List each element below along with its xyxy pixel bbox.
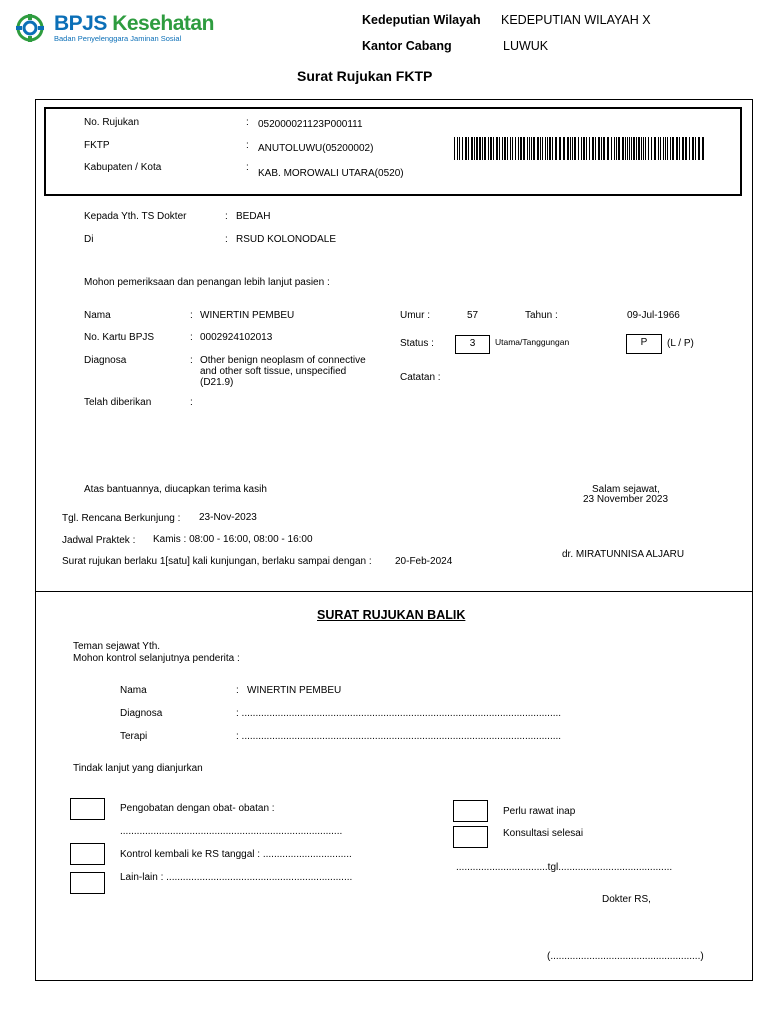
sex-desc: (L / P) (667, 338, 694, 349)
opt-lain-label: Lain-lain : ................................................................... (120, 872, 353, 883)
umur-label: Umur : (400, 310, 430, 321)
status-desc: Utama/Tanggungan (495, 337, 570, 347)
kartu-value: 0002924102013 (200, 332, 273, 343)
diagnosa-value: Other benign neoplasm of connective and other soft tissue, unspecified (D21.9) (200, 355, 366, 388)
balik-diagnosa-dots: : ................................................................................................................... (236, 708, 562, 719)
fktp-value: ANUTOLUWU(05200002) (258, 143, 374, 154)
wilayah-label: Kedeputian Wilayah (362, 13, 481, 27)
tanggal-surat: 23 November 2023 (583, 494, 669, 505)
colon: : (190, 355, 193, 366)
colon: : (190, 332, 193, 343)
opt-rawat-label: Perlu rawat inap (503, 806, 576, 817)
no-rujukan-value: 052000021123P000111 (258, 119, 363, 130)
opt-konsultasi-label: Konsultasi selesai (503, 828, 584, 839)
colon: : (190, 310, 193, 321)
colon: : (236, 685, 239, 696)
dokter-name: dr. MIRATUNNISA ALJARU (562, 549, 685, 560)
balik-nama-value: WINERTIN PEMBEU (247, 685, 342, 696)
colon: : (246, 162, 249, 173)
balik-terapi-label: Terapi (120, 731, 148, 742)
colon: : (246, 140, 249, 151)
dokter-rs-label: Dokter RS, (602, 894, 651, 905)
opt-obat-label: Pengobatan dengan obat- obatan : (120, 803, 275, 814)
catatan-label: Catatan : (400, 372, 441, 383)
section-divider (35, 591, 753, 592)
berlaku-label: Surat rujukan berlaku 1[satu] kali kunjungan, berlaku sampai dengan : (62, 556, 372, 567)
checkbox-obat[interactable] (70, 798, 105, 820)
tindak-lanjut-label: Tindak lanjut yang dianjurkan (73, 763, 203, 774)
diberikan-label: Telah diberikan (84, 397, 152, 408)
ttd-line: (......................................................) (547, 951, 704, 962)
colon: : (246, 117, 249, 128)
terima-kasih-text: Atas bantuannya, diucapkan terima kasih (84, 484, 267, 495)
balik-title: SURAT RUJUKAN BALIK (317, 608, 466, 622)
kepada-label: Kepada Yth. TS Dokter (84, 211, 187, 222)
kartu-label: No. Kartu BPJS (84, 332, 155, 343)
kabupaten-label: Kabupaten / Kota (84, 162, 162, 173)
fktp-label: FKTP (84, 140, 110, 151)
wilayah-value: KEDEPUTIAN WILAYAH X (501, 13, 651, 27)
cabang-value: LUWUK (503, 39, 549, 53)
di-label: Di (84, 234, 94, 245)
kabupaten-value: KAB. MOROWALI UTARA(0520) (258, 168, 404, 179)
cabang-label: Kantor Cabang (362, 39, 452, 53)
balik-nama-label: Nama (120, 685, 147, 696)
no-rujukan-label: No. Rujukan (84, 117, 140, 128)
tahun-label: Tahun : (525, 310, 558, 321)
tgl-line: .................................tgl......................................... (456, 862, 673, 873)
status-box: 3 (455, 335, 490, 354)
nama-value: WINERTIN PEMBEU (200, 310, 295, 321)
mohon-text: Mohon pemeriksaan dan penangan lebih lanjut pasien : (84, 277, 330, 288)
checkbox-rawat-inap[interactable] (453, 800, 488, 822)
checkbox-konsultasi[interactable] (453, 826, 488, 848)
jadwal-label: Jadwal Praktek : (62, 535, 136, 546)
logo-subtitle: Badan Penyelenggara Jaminan Sosial (54, 34, 182, 43)
salam-text: Salam sejawat, (592, 484, 660, 495)
opt-kontrol-label: Kontrol kembali ke RS tanggal : ................................ (120, 849, 352, 860)
colon: : (190, 397, 193, 408)
colon: : (225, 211, 228, 222)
nama-label: Nama (84, 310, 111, 321)
bpjs-emblem-icon (16, 14, 44, 42)
di-value: RSUD KOLONODALE (236, 234, 337, 245)
berlaku-value: 20-Feb-2024 (395, 556, 453, 567)
sex-box: P (626, 334, 662, 354)
balik-salam: Teman sejawat Yth. (73, 641, 161, 652)
page-title: Surat Rujukan FKTP (297, 68, 433, 84)
logo-brand-accent: Kesehatan (112, 12, 214, 35)
rencana-label: Tgl. Rencana Berkunjung : (62, 513, 181, 524)
balik-mohon: Mohon kontrol selanjutnya penderita : (73, 653, 240, 664)
opt-obat-dots: ................................................................................ (120, 826, 343, 837)
tahun-value: 09-Jul-1966 (627, 310, 680, 321)
checkbox-lain[interactable] (70, 872, 105, 894)
umur-value: 57 (467, 310, 479, 321)
balik-terapi-dots: : ................................................................................................................... (236, 731, 562, 742)
kepada-value: BEDAH (236, 211, 271, 222)
logo-brand-main: BPJS (54, 12, 107, 35)
barcode-image (454, 137, 706, 160)
balik-diagnosa-label: Diagnosa (120, 708, 163, 719)
jadwal-value: Kamis : 08:00 - 16:00, 08:00 - 16:00 (153, 534, 313, 545)
status-label: Status : (400, 338, 434, 349)
checkbox-kontrol[interactable] (70, 843, 105, 865)
diagnosa-label: Diagnosa (84, 355, 127, 366)
rencana-value: 23-Nov-2023 (199, 512, 257, 523)
colon: : (225, 234, 228, 245)
